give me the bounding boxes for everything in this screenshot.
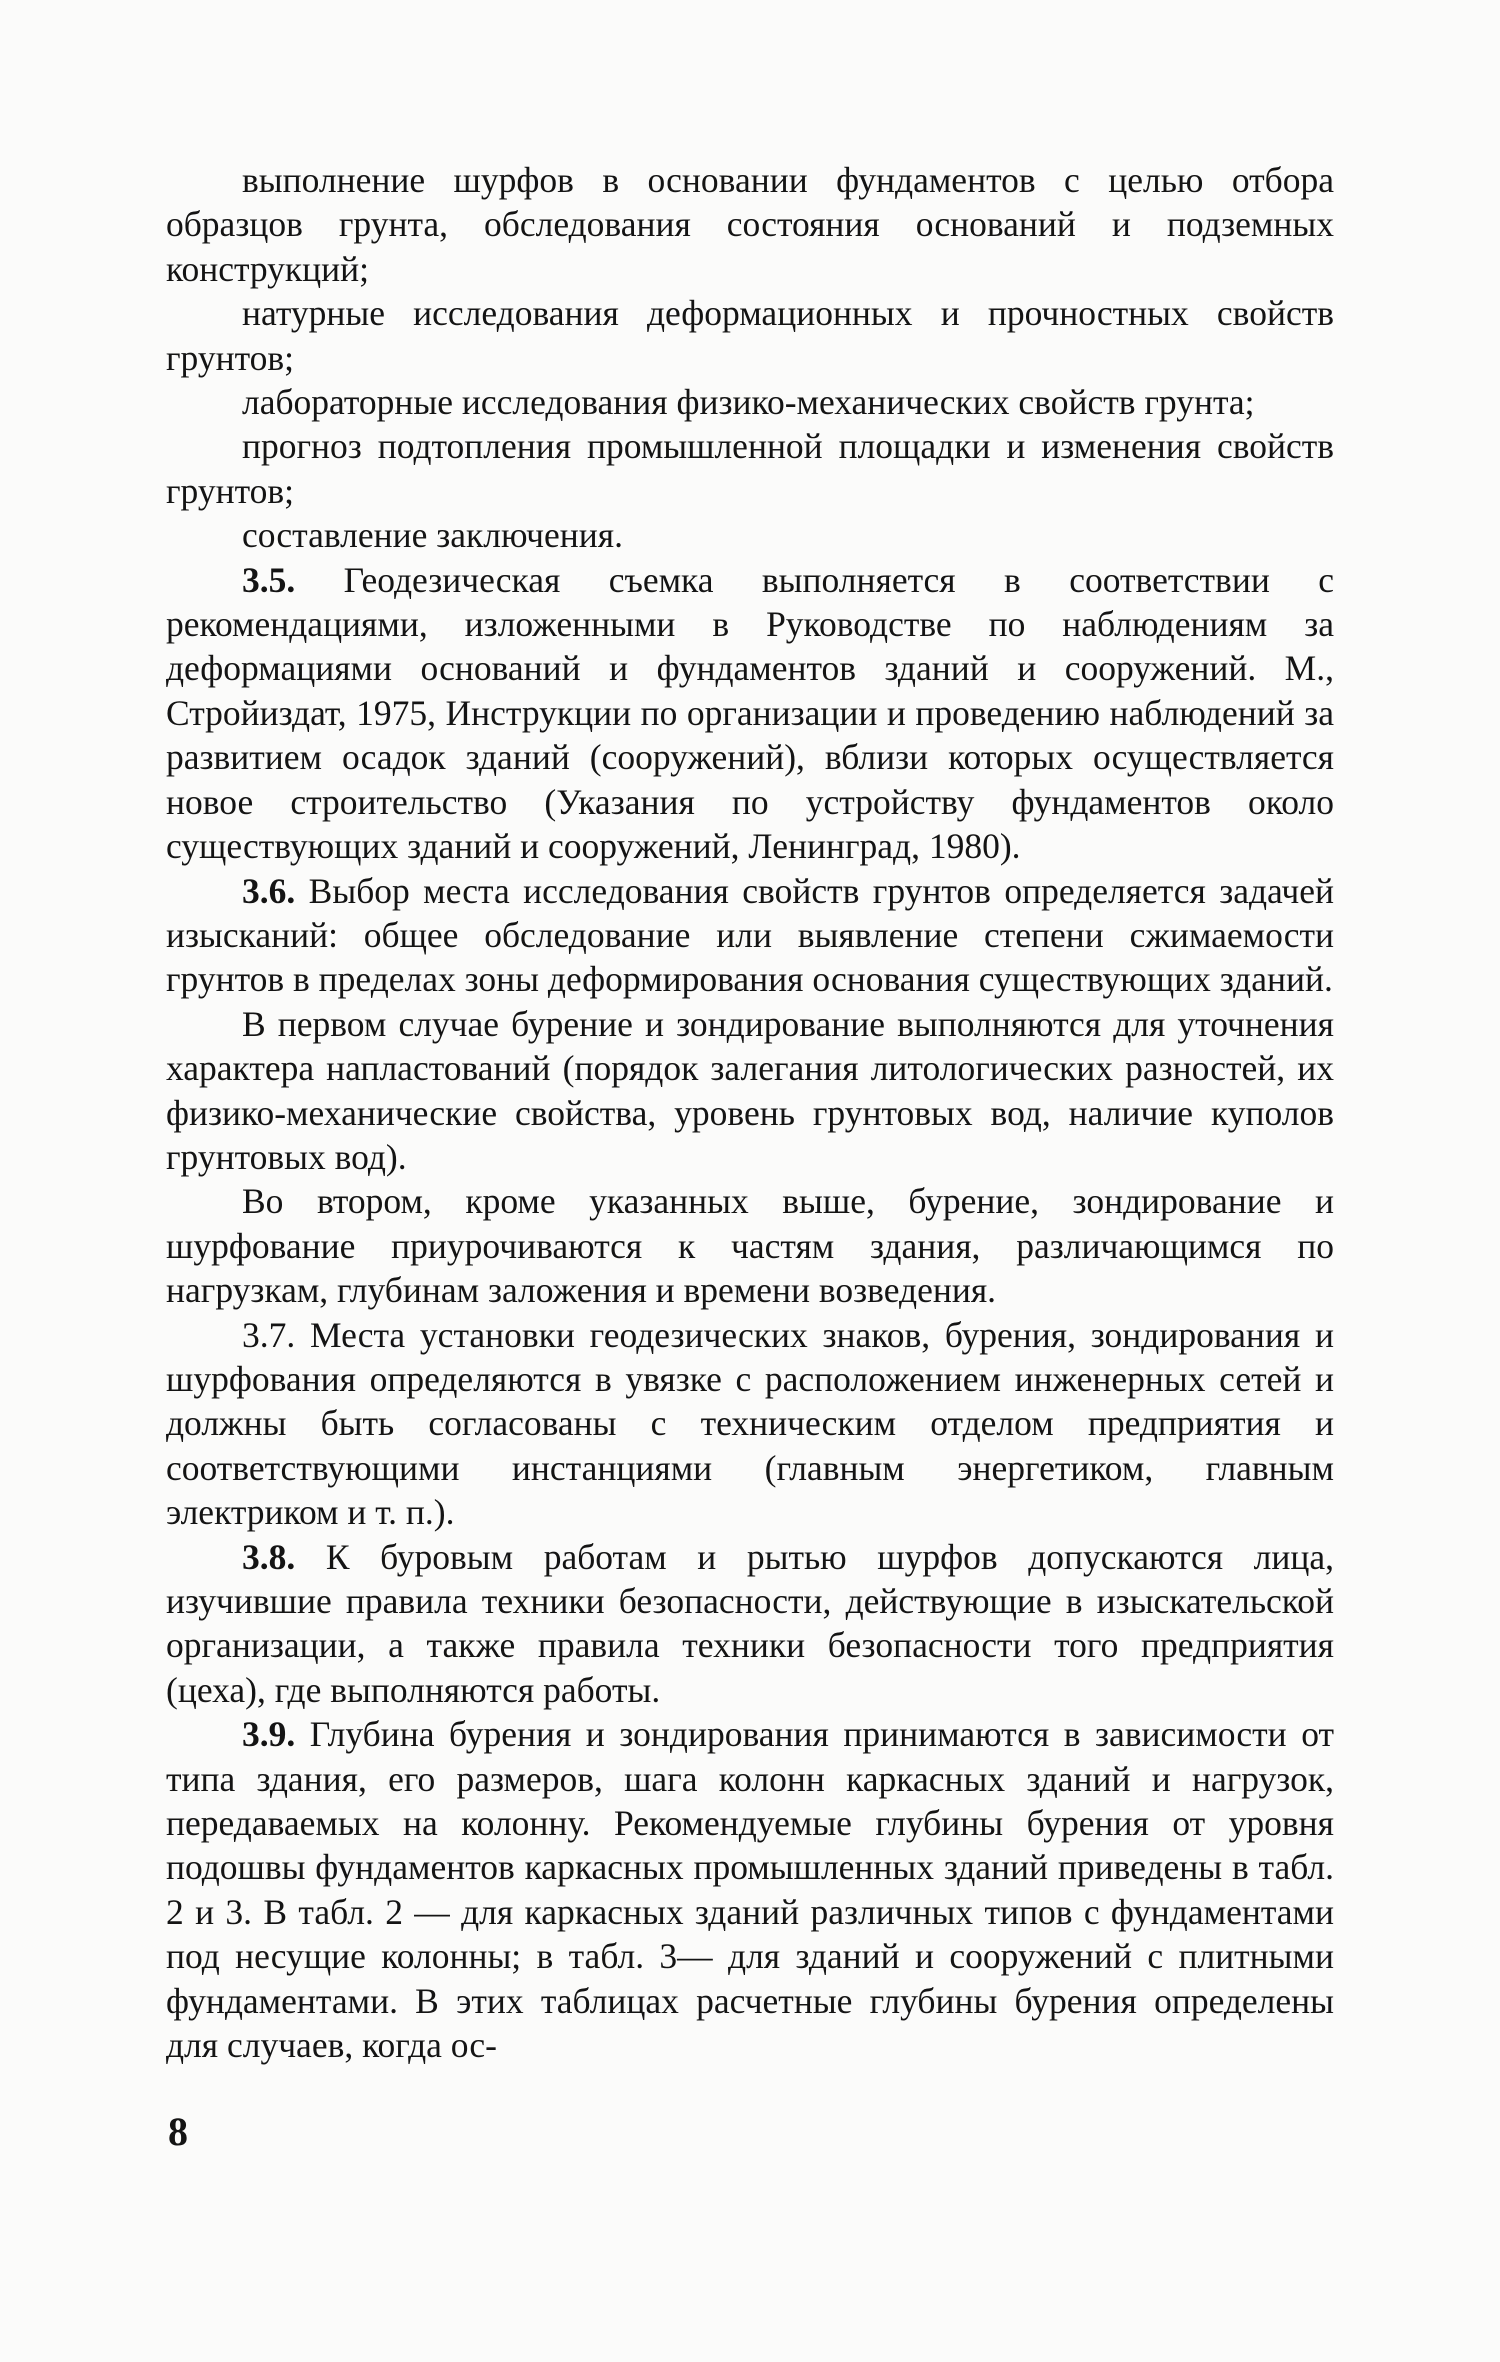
paragraph-second-case xyxy=(166,1179,1334,1312)
body-text xyxy=(166,158,1334,2067)
clause-number: 3.8. xyxy=(242,1536,296,1577)
paragraph-text: прогноз подтопления промышленной площадки и изменения свойств грунтов; xyxy=(166,426,1334,511)
paragraph-text: Глубина бурения и зондирования принимаются в зависимости от типа здания, его размеров, шага колонн каркасных зданий и нагрузок, передаваемых на колонну. Рекомендуемые глубины бурения от уровня подошвы фундаментов каркасных промышленных зданий приведены в табл. 2 и 3. В табл. 2 — для каркасных зданий различных типов с фундаментами под несущие колонны; в табл. 3— для зданий и сооружений с плитными фундаментами. В этих таблицах расчетные глубины бурения определены для случаев, когда ос- xyxy=(166,1714,1334,2066)
paragraph-text: натурные исследования деформационных и прочностных свойств грунтов; xyxy=(166,293,1334,378)
paragraph-5 xyxy=(166,513,1334,557)
paragraph-2 xyxy=(166,291,1334,380)
paragraph-text: Во втором, кроме указанных выше, бурение, зондирование и шурфование приурочиваются к частям здания, различающимся по нагрузкам, глубинам заложения и времени возведения. xyxy=(166,1181,1334,1311)
paragraph-text: Выбор места исследования свойств грунтов определяется задачей изысканий: общее обследование или выявление степени сжимаемости грунтов в пределах зоны деформирования основания существующих зданий. xyxy=(166,870,1334,1000)
paragraph-text: составление заключения. xyxy=(242,515,623,556)
paragraph-text: лабораторные исследования физико-механических свойств грунта; xyxy=(242,382,1255,423)
paragraph-3-9 xyxy=(166,1712,1334,2067)
paragraph-text: выполнение шурфов в основании фундаментов с целью отбора образцов грунта, обследования состояния оснований и подземных конструкций; xyxy=(166,160,1334,289)
paragraph-1 xyxy=(166,158,1334,291)
paragraph-3-6 xyxy=(166,869,1334,1002)
paragraph-3-7 xyxy=(166,1313,1334,1535)
paragraph-4 xyxy=(166,424,1334,513)
paragraph-3-5 xyxy=(166,558,1334,869)
paragraph-text: 3.7. Места установки геодезических знаков, бурения, зондирования и шурфования определяются в увязке с расположением инженерных сетей и должны быть согласованы с техническим отделом предприятия и соответствующими инстанциями (главным энергетиком, главным электриком и т. п.). xyxy=(166,1314,1334,1533)
paragraph-text: В первом случае бурение и зондирование выполняются для уточнения характера напластований (порядок залегания литологических разностей, их физико-механические свойства, уровень грунтовых вод, наличие куполов грунтовых вод). xyxy=(166,1003,1334,1177)
paragraph-first-case xyxy=(166,1002,1334,1180)
clause-number: 3.9. xyxy=(242,1714,296,1755)
paragraph-text: Геодезическая съемка выполняется в соответствии с рекомендациями, изложенными в Руководстве по наблюдениям за деформациями оснований и фундаментов зданий и сооружений. М., Стройиздат, 1975, Инструкции по организации и проведению наблюдений за развитием осадок зданий (сооружений), вблизи которых осуществляется новое строительство (Указания по устройству фундаментов около существующих зданий и сооружений, Ленинград, 1980). xyxy=(166,559,1334,867)
paragraph-3-8 xyxy=(166,1535,1334,1713)
clause-number: 3.6. xyxy=(242,870,296,911)
clause-number: 3.5. xyxy=(242,559,296,600)
page-number: 8 xyxy=(168,2109,188,2154)
paragraph-text: К буровым работам и рытью шурфов допускаются лица, изучившие правила техники безопасности, действующие в изыскательской организации, а также правила техники безопасности того предприятия (цеха), где выполняются работы. xyxy=(166,1536,1334,1710)
paragraph-3 xyxy=(166,380,1334,424)
